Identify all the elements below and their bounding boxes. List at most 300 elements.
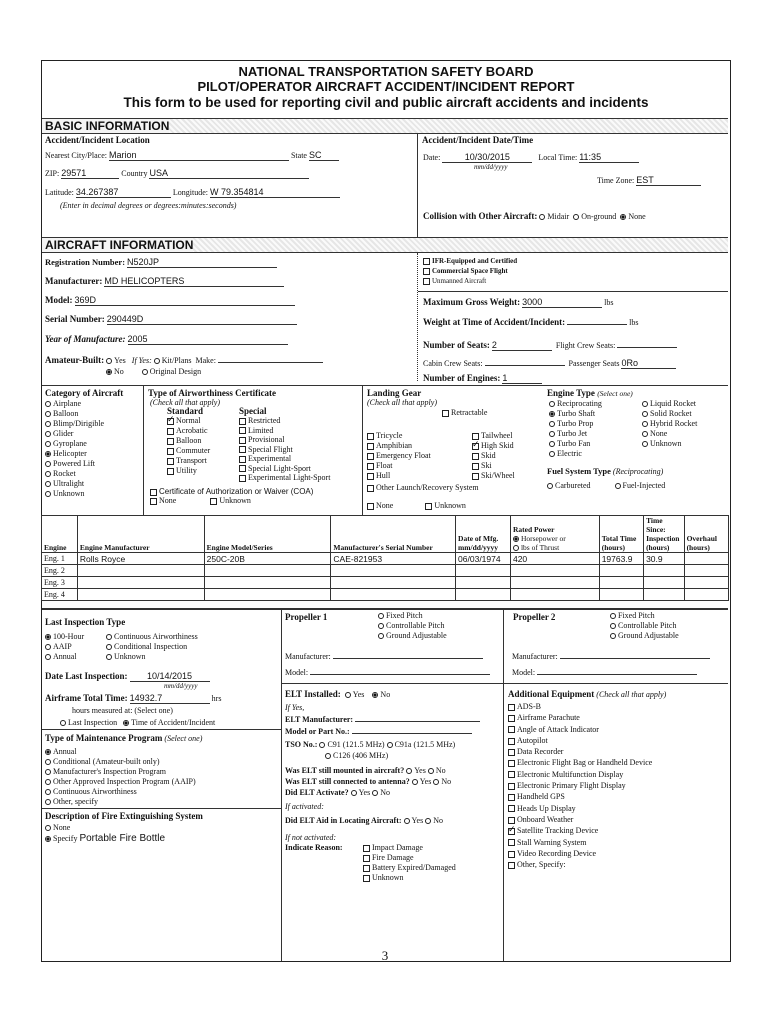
landing-unknown-checkbox[interactable] (425, 503, 432, 510)
gear-tricycle-option[interactable] (367, 431, 431, 441)
p2-controllable-radio[interactable] (610, 623, 616, 629)
category-unknown-option[interactable] (45, 489, 104, 499)
collision-midair-radio[interactable] (539, 214, 545, 220)
engine-type-turbo-fan-radio[interactable] (549, 441, 555, 447)
flight-crew-field[interactable] (617, 347, 677, 348)
category-balloon-radio[interactable] (45, 411, 51, 417)
category-unknown-radio[interactable] (45, 491, 51, 497)
equip-heads-up-display-option[interactable] (508, 803, 652, 814)
category-blimp-dirigible-option[interactable] (45, 419, 104, 429)
aid-no-radio[interactable] (425, 818, 431, 824)
p1-controllable-radio[interactable] (378, 623, 384, 629)
gear-ski-option[interactable] (472, 461, 515, 471)
weight-time-field[interactable] (567, 324, 627, 325)
maint-annual-option[interactable] (45, 747, 196, 757)
special-special-light-sport-label: Special Light-Sport (248, 463, 311, 473)
maint-annual-radio[interactable] (45, 749, 51, 755)
equip-data-recorder-option[interactable] (508, 746, 652, 757)
maint-conditional-amateur-built-only-label: Conditional (Amateur-built only) (53, 757, 160, 766)
category-options (45, 399, 104, 499)
amateur-yes-radio[interactable] (106, 358, 112, 364)
engine-type-turbo-prop-radio[interactable] (549, 421, 555, 427)
local-time-field[interactable]: 11:35 (579, 152, 639, 163)
p1-manufacturer-field[interactable] (333, 658, 483, 659)
collision-onground-radio[interactable] (573, 214, 579, 220)
std-commuter-option[interactable] (167, 446, 210, 456)
insp-aaip-radio[interactable] (45, 644, 51, 650)
elt-reason-impact-damage-option[interactable] (363, 843, 456, 853)
fire-specify-label: Specify (53, 834, 78, 843)
equip-angle-of-attack-indicator-checkbox[interactable] (508, 726, 515, 733)
serial-field[interactable]: 290449D (107, 314, 297, 325)
mounted-no-label: No (435, 766, 446, 775)
equip-other-specify-option[interactable] (508, 859, 652, 870)
aid-yes-radio[interactable] (404, 818, 410, 824)
category-rocket-radio[interactable] (45, 471, 51, 477)
maint-heading: Type of Maintenance Program (45, 733, 163, 743)
equip-heads-up-display-checkbox[interactable] (508, 805, 515, 812)
equip-electronic-multifunction-display-option[interactable] (508, 769, 652, 780)
maint-other-approved-inspection-program-aaip-option[interactable] (45, 777, 196, 787)
elt-reason-unknown-checkbox[interactable] (363, 875, 370, 882)
zip-field[interactable]: 29571 (61, 168, 119, 179)
engine-2-power-cell[interactable] (510, 565, 599, 577)
engine-type-reciprocating-radio[interactable] (549, 401, 555, 407)
engine-1-ovh-cell[interactable] (684, 553, 728, 565)
collision-none-radio[interactable] (620, 214, 626, 220)
cabin-crew-field[interactable] (485, 365, 565, 366)
airframe-field[interactable]: 14932.7 (130, 693, 210, 704)
thrust-radio[interactable] (513, 545, 519, 551)
elt-reason-battery-expired-damaged-checkbox[interactable] (363, 865, 370, 872)
engine-type-none-radio[interactable] (642, 431, 648, 437)
std-transport-option[interactable] (167, 456, 210, 466)
carbureted-radio[interactable] (547, 483, 553, 489)
maint-manufacturer-s-inspection-program-label: Manufacturer's Inspection Program (53, 767, 166, 776)
p2-ground-radio[interactable] (610, 633, 616, 639)
equip-electronic-primary-flight-display-checkbox[interactable] (508, 783, 515, 790)
special-provisional-option[interactable] (239, 435, 330, 445)
equip-autopilot-checkbox[interactable] (508, 738, 515, 745)
elt-installed-label: ELT Installed: (285, 689, 341, 699)
special-restricted-checkbox[interactable] (239, 418, 246, 425)
amateur-no-label: No (114, 367, 124, 376)
engine-type-hybrid-rocket-option[interactable] (642, 419, 697, 429)
engine-type-turbo-shaft-option[interactable] (549, 409, 602, 419)
equip-autopilot-option[interactable] (508, 735, 652, 746)
amateur-no-radio[interactable] (106, 369, 112, 375)
maint-manufacturer-s-inspection-program-option[interactable] (45, 767, 196, 777)
engine-1-mfr-cell[interactable]: Rolls Royce (77, 553, 204, 565)
engine-3-serial-cell[interactable] (331, 577, 456, 589)
elt-no-label: No (380, 690, 391, 699)
longitude-field[interactable]: W 79.354814 (210, 187, 340, 198)
aid-yes-label: Yes (411, 816, 424, 825)
maint-continuous-airworthiness-radio[interactable] (45, 789, 51, 795)
engine-type-turbo-jet-option[interactable] (549, 429, 602, 439)
equip-ads-b-checkbox[interactable] (508, 704, 515, 711)
engine-1-power-cell[interactable]: 420 (510, 553, 599, 565)
engine-2-ovh-cell[interactable] (684, 565, 728, 577)
p1-ground-radio[interactable] (378, 633, 384, 639)
engine-type-turbo-prop-label: Turbo Prop (557, 419, 594, 428)
gear-float-option[interactable] (367, 461, 431, 471)
special-special-flight-option[interactable] (239, 445, 330, 455)
gear-ski-wheel-option[interactable] (472, 471, 515, 481)
engine-type-electric-option[interactable] (549, 449, 602, 459)
category-powered-lift-option[interactable] (45, 459, 104, 469)
equip-handheld-gps-option[interactable] (508, 791, 652, 802)
engine-2-model-cell[interactable] (204, 565, 331, 577)
landing-none-label: None (376, 501, 394, 510)
activate-yes-radio[interactable] (351, 790, 357, 796)
std-balloon-option[interactable] (167, 436, 210, 446)
activate-no-radio[interactable] (372, 790, 378, 796)
elt-reason-battery-expired-damaged-option[interactable] (363, 863, 456, 873)
connected-no-radio[interactable] (433, 779, 439, 785)
engine-4-mfr-cell[interactable] (77, 589, 204, 601)
registration-field[interactable]: N520JP (127, 257, 277, 268)
gear-float-checkbox[interactable] (367, 463, 374, 470)
equip-onboard-weather-checkbox[interactable] (508, 817, 515, 824)
special-limited-checkbox[interactable] (239, 427, 246, 434)
form-subtitle: This form to be used for reporting civil and public aircraft accidents and incidents (123, 95, 649, 110)
category-ultralight-option[interactable] (45, 479, 104, 489)
category-gyroplane-radio[interactable] (45, 441, 51, 447)
insp-conditional-radio[interactable] (106, 644, 112, 650)
equip-data-recorder-checkbox[interactable] (508, 749, 515, 756)
category-gyroplane-option[interactable] (45, 439, 104, 449)
std-acrobatic-checkbox[interactable] (167, 428, 174, 435)
engine-type-turbo-fan-option[interactable] (549, 439, 602, 449)
state-field[interactable]: SC (309, 150, 339, 161)
std-normal-checkbox[interactable] (167, 418, 174, 425)
city-field[interactable]: Marion (109, 150, 289, 161)
horsepower-label: Horsepower (520, 534, 558, 543)
equip-handheld-gps-label: Handheld GPS (517, 792, 565, 802)
engine-type-turbo-prop-option[interactable] (549, 419, 602, 429)
gear-emergency-float-label: Emergency Float (376, 451, 431, 460)
ifr-label: IFR-Equipped and Certified (432, 257, 518, 265)
engine-3-insp-cell[interactable] (644, 577, 685, 589)
gear-amphibian-option[interactable] (367, 441, 431, 451)
engine-type-liquid-rocket-option[interactable] (642, 399, 697, 409)
category-ultralight-radio[interactable] (45, 481, 51, 487)
manufacturer-field[interactable]: MD HELICOPTERS (104, 276, 284, 287)
elt-model-field[interactable] (352, 733, 472, 734)
airworthiness-unknown-label: Unknown (219, 496, 251, 505)
category-helicopter-radio[interactable] (45, 451, 51, 457)
country-field[interactable]: USA (149, 168, 309, 179)
landing-none-checkbox[interactable] (367, 503, 374, 510)
engine-type-turbo-jet-radio[interactable] (549, 431, 555, 437)
equip-electronic-multifunction-display-checkbox[interactable] (508, 771, 515, 778)
tso-c91-label: C91 (121.5 MHz) (327, 740, 385, 749)
engine-3-power-cell[interactable] (510, 577, 599, 589)
engines-field[interactable]: 1 (502, 373, 542, 384)
engine-2-eng-cell: Eng. 2 (42, 565, 78, 577)
original-design-radio[interactable] (142, 369, 148, 375)
equip-ads-b-option[interactable] (508, 701, 652, 712)
mgw-field[interactable]: 3000 (522, 297, 602, 308)
special-experimental-label: Experimental (248, 454, 292, 463)
model-field[interactable]: 369D (75, 295, 295, 306)
engine-4-insp-cell[interactable] (644, 589, 685, 601)
time-zone-field[interactable]: EST (636, 175, 701, 186)
engine-1-total-cell[interactable]: 19763.9 (599, 553, 643, 565)
gear-hull-option[interactable] (367, 471, 431, 481)
equip-angle-of-attack-indicator-option[interactable] (508, 724, 652, 735)
elt-reason-unknown-option[interactable] (363, 873, 456, 883)
gear-hull-checkbox[interactable] (367, 473, 374, 480)
gear-emergency-float-option[interactable] (367, 451, 431, 461)
category-rocket-option[interactable] (45, 469, 104, 479)
special-experimental-option[interactable] (239, 454, 330, 464)
gear-tailwheel-checkbox[interactable] (472, 433, 479, 440)
std-commuter-checkbox[interactable] (167, 448, 174, 455)
engine-2-mfr-cell[interactable] (77, 565, 204, 577)
engine-type-turbo-shaft-radio[interactable] (549, 411, 555, 417)
p2-fixed-radio[interactable] (610, 613, 616, 619)
last-insp-radio[interactable] (60, 720, 66, 726)
equip-video-recording-device-checkbox[interactable] (508, 851, 515, 858)
date-last-insp-field[interactable]: 10/14/2015 (130, 671, 210, 682)
engine-4-ovh-cell[interactable] (684, 589, 728, 601)
p1-model-field[interactable] (310, 674, 490, 675)
engine-1-insp-cell[interactable]: 30.9 (644, 553, 685, 565)
seats-field[interactable]: 2 (492, 340, 552, 351)
gear-emergency-float-checkbox[interactable] (367, 453, 374, 460)
tso-c126-radio[interactable] (325, 753, 331, 759)
airworthiness-unknown-checkbox[interactable] (210, 498, 217, 505)
equip-onboard-weather-option[interactable] (508, 814, 652, 825)
p2-manufacturer-label: Manufacturer: (512, 652, 558, 661)
std-utility-checkbox[interactable] (167, 468, 174, 475)
equip-stall-warning-system-checkbox[interactable] (508, 839, 515, 846)
gear-high-skid-option[interactable] (472, 441, 515, 451)
engine-type-solid-rocket-radio[interactable] (642, 411, 648, 417)
engine-type-hybrid-rocket-label: Hybrid Rocket (650, 419, 698, 428)
engine-type-unknown-radio[interactable] (642, 441, 648, 447)
airworthiness-none-checkbox[interactable] (150, 498, 157, 505)
make-field[interactable] (218, 362, 323, 363)
equip-stall-warning-system-option[interactable] (508, 837, 652, 848)
p2-manufacturer-field[interactable] (560, 658, 710, 659)
engine-3-ovh-cell[interactable] (684, 577, 728, 589)
tso-c91-radio[interactable] (319, 742, 325, 748)
retractable-checkbox[interactable] (442, 410, 449, 417)
equip-airframe-parachute-checkbox[interactable] (508, 715, 515, 722)
gear-ski-checkbox[interactable] (472, 463, 479, 470)
gear-amphibian-checkbox[interactable] (367, 443, 374, 450)
fire-specify-field[interactable]: Portable Fire Bottle (79, 833, 166, 844)
engine-4-serial-cell[interactable] (331, 589, 456, 601)
engine-type-none-option[interactable] (642, 429, 697, 439)
gear-tricycle-checkbox[interactable] (367, 433, 374, 440)
inspection-col-header: Inspection (hours) (646, 534, 680, 552)
engine-3-model-cell[interactable] (204, 577, 331, 589)
report-form (41, 60, 731, 962)
ifr-checkbox[interactable] (423, 258, 430, 265)
engine-type-electric-radio[interactable] (549, 451, 555, 457)
passenger-field[interactable]: 0Ro (621, 358, 676, 369)
engine-type-hybrid-rocket-radio[interactable] (642, 421, 648, 427)
maint-manufacturer-s-inspection-program-radio[interactable] (45, 769, 51, 775)
kit-plans-radio[interactable] (154, 358, 160, 364)
std-acrobatic-option[interactable] (167, 426, 210, 436)
make-label: Make: (195, 356, 216, 365)
propeller2-heading: Propeller 2 (513, 612, 556, 622)
fuel-system-note: (Reciprocating) (612, 467, 664, 476)
gear-high-skid-checkbox[interactable] (472, 443, 479, 450)
equip-electronic-flight-bag-or-handheld-device-checkbox[interactable] (508, 760, 515, 767)
engine-date-col-header: Date of Mfg. mm/dd/yyyy (456, 516, 511, 553)
maint-conditional-amateur-built-only-radio[interactable] (45, 759, 51, 765)
connected-yes-radio[interactable] (412, 779, 418, 785)
equip-electronic-primary-flight-display-option[interactable] (508, 780, 652, 791)
engine-1-serial-cell[interactable]: CAE-821953 (331, 553, 456, 565)
special-experimental-light-sport-checkbox[interactable] (239, 475, 246, 482)
engine-type-unknown-option[interactable] (642, 439, 697, 449)
engine-3-total-cell[interactable] (599, 577, 643, 589)
special-experimental-checkbox[interactable] (239, 456, 246, 463)
special-limited-option[interactable] (239, 426, 330, 436)
mounted-no-radio[interactable] (428, 768, 434, 774)
elt-reason-unknown-label: Unknown (372, 873, 404, 882)
engine-1-model-cell[interactable]: 250C-20B (204, 553, 331, 565)
fuel-injected-radio[interactable] (615, 483, 621, 489)
engine-type-solid-rocket-option[interactable] (642, 409, 697, 419)
mgw-unit: lbs (604, 298, 614, 307)
local-time-label: Local Time: (538, 153, 578, 162)
mounted-yes-radio[interactable] (406, 768, 412, 774)
special-special-flight-checkbox[interactable] (239, 446, 246, 453)
elt-mounted-label: Was ELT still mounted in aircraft? (285, 766, 405, 775)
tso-c91a-radio[interactable] (387, 742, 393, 748)
maint-other-approved-inspection-program-aaip-radio[interactable] (45, 779, 51, 785)
collision-onground-label: On-ground (581, 212, 617, 221)
coa-checkbox[interactable] (150, 489, 157, 496)
engine-3-date-cell[interactable] (456, 577, 511, 589)
maint-other-specify-radio[interactable] (45, 799, 51, 805)
elt-mfr-field[interactable] (355, 721, 480, 722)
insp-100hour-radio[interactable] (45, 634, 51, 640)
fuel-injected-label: Fuel-Injected (622, 481, 666, 490)
category-powered-lift-radio[interactable] (45, 461, 51, 467)
landing-gear-heading: Landing Gear (367, 388, 422, 398)
category-helicopter-option[interactable] (45, 449, 104, 459)
elt-yes-radio[interactable] (345, 692, 351, 698)
engine-serial-col-header: Manufacturer's Serial Number (331, 516, 456, 553)
elt-reason-impact-damage-checkbox[interactable] (363, 845, 370, 852)
equip-electronic-flight-bag-or-handheld-device-label: Electronic Flight Bag or Handheld Device (517, 758, 653, 768)
gear-skid-checkbox[interactable] (472, 453, 479, 460)
engine-4-power-cell[interactable] (510, 589, 599, 601)
elt-no-radio[interactable] (372, 692, 378, 698)
maint-other-specify-option[interactable] (45, 797, 196, 807)
engine-2-insp-cell[interactable] (644, 565, 685, 577)
category-blimp-dirigible-radio[interactable] (45, 421, 51, 427)
engine-type-reciprocating-option[interactable] (549, 399, 602, 409)
insp-annual-radio[interactable] (45, 654, 51, 660)
gear-skid-option[interactable] (472, 451, 515, 461)
other-launch-checkbox[interactable] (367, 485, 374, 492)
gear-ski-wheel-checkbox[interactable] (472, 473, 479, 480)
gear-ski-label: Ski (481, 461, 492, 470)
maint-continuous-airworthiness-option[interactable] (45, 787, 196, 797)
special-restricted-option[interactable] (239, 416, 330, 426)
engine-4-model-cell[interactable] (204, 589, 331, 601)
year-field[interactable]: 2005 (128, 334, 288, 345)
commercial-space-checkbox[interactable] (423, 268, 430, 275)
elt-reason-fire-damage-checkbox[interactable] (363, 855, 370, 862)
engine-3-mfr-cell[interactable] (77, 577, 204, 589)
equip-satellite-tracking-device-option[interactable] (508, 825, 652, 836)
engine-4-date-cell[interactable] (456, 589, 511, 601)
insp-unknown-radio[interactable] (106, 654, 112, 660)
category-glider-option[interactable] (45, 429, 104, 439)
engine-type-note: (Select one) (597, 389, 633, 398)
category-airplane-radio[interactable] (45, 401, 51, 407)
category-glider-radio[interactable] (45, 431, 51, 437)
engine-model-col-header: Engine Model/Series (204, 516, 331, 553)
equip-autopilot-label: Autopilot (517, 735, 548, 745)
engine-2-date-cell[interactable] (456, 565, 511, 577)
insp-annual-label: Annual (53, 652, 77, 661)
maint-conditional-amateur-built-only-option[interactable] (45, 757, 196, 767)
engine-4-total-cell[interactable] (599, 589, 643, 601)
special-provisional-checkbox[interactable] (239, 437, 246, 444)
std-balloon-checkbox[interactable] (167, 438, 174, 445)
latitude-field[interactable]: 34.267387 (76, 187, 171, 198)
unmanned-checkbox[interactable] (423, 278, 430, 285)
insp-continuous-radio[interactable] (106, 634, 112, 640)
engine-1-date-cell[interactable]: 06/03/1974 (456, 553, 511, 565)
engine-type-liquid-rocket-radio[interactable] (642, 401, 648, 407)
equip-video-recording-device-option[interactable] (508, 848, 652, 859)
equip-satellite-tracking-device-checkbox[interactable] (508, 828, 515, 835)
p1-fixed-radio[interactable] (378, 613, 384, 619)
equip-electronic-flight-bag-or-handheld-device-option[interactable] (508, 757, 652, 768)
connected-no-label: No (441, 777, 452, 786)
airframe-unit: hrs (211, 694, 222, 703)
special-special-light-sport-checkbox[interactable] (239, 465, 246, 472)
category-airplane-option[interactable] (45, 399, 104, 409)
special-special-light-sport-option[interactable] (239, 464, 330, 474)
time-of-acc-radio[interactable] (123, 720, 129, 726)
special-experimental-light-sport-option[interactable] (239, 473, 330, 483)
fire-none-radio[interactable] (45, 825, 51, 831)
category-balloon-option[interactable] (45, 409, 104, 419)
horsepower-radio[interactable] (513, 536, 519, 542)
std-utility-option[interactable] (167, 466, 210, 476)
elt-reason-fire-damage-label: Fire Damage (372, 853, 414, 862)
elt-reason-fire-damage-option[interactable] (363, 853, 456, 863)
engine-2-total-cell[interactable] (599, 565, 643, 577)
std-transport-checkbox[interactable] (167, 458, 174, 465)
engine-2-serial-cell[interactable] (331, 565, 456, 577)
p2-model-field[interactable] (537, 674, 697, 675)
date-field[interactable]: 10/30/2015 (442, 152, 532, 163)
equip-other-specify-checkbox[interactable] (508, 862, 515, 869)
maint-other-specify-label: Other, specify (53, 797, 98, 806)
equip-airframe-parachute-option[interactable] (508, 712, 652, 723)
std-normal-option[interactable] (167, 416, 210, 426)
p1-controllable-label: Controllable Pitch (386, 621, 445, 630)
engine-col-header: Engine (42, 516, 78, 553)
equip-handheld-gps-checkbox[interactable] (508, 794, 515, 801)
fire-specify-radio[interactable] (45, 836, 51, 842)
